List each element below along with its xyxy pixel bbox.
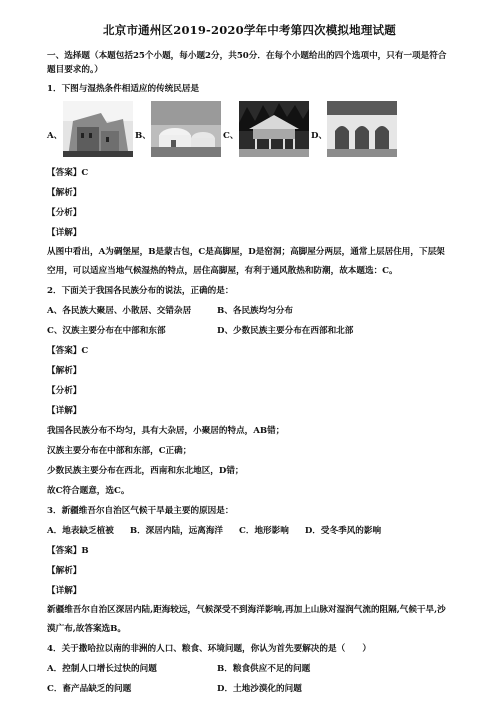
q2-jiexi: 【解析】	[47, 366, 82, 376]
q1-answer: 【答案】C	[47, 168, 89, 178]
q2-options-row1	[47, 301, 452, 321]
q4-options-row2	[47, 679, 452, 699]
page-title: 北京市通州区2019-2020学年中考第四次模拟地理试题	[103, 23, 396, 37]
q3-jiexi: 【解析】	[47, 566, 82, 576]
question-2-stem: 2．下面关于我国各民族分布的说法，正确的是：	[47, 286, 234, 296]
q3-option-c: C．地形影响	[239, 526, 289, 536]
q4-option-b: B．粮食供应不足的问题	[217, 664, 311, 674]
fortress-house-image	[63, 101, 133, 157]
q2-explain-line: 汉族主要分布在中部和东部，C正确；	[47, 446, 192, 456]
q1-xiangjie: 【详解】	[47, 228, 82, 238]
q3-option-d: D．受冬季风的影响	[304, 526, 382, 536]
q4-option-a: A．控制人口增长过快的问题	[47, 664, 157, 674]
q1-fenxi: 【分析】	[47, 208, 82, 218]
q3-options	[47, 521, 452, 541]
option-c-label: C、	[223, 131, 239, 141]
q2-explain-line: 故C符合题意，选C。	[47, 486, 130, 496]
stilt-house-image	[239, 101, 309, 157]
q2-xiangjie: 【详解】	[47, 406, 82, 416]
q2-fenxi: 【分析】	[47, 386, 82, 396]
document-page	[47, 22, 452, 699]
q4-option-d: D．土地沙漠化的问题	[217, 684, 302, 694]
option-d-label: D、	[311, 131, 328, 141]
option-a-label: A、	[47, 131, 63, 141]
q2-option-a: A、各民族大聚居、小散居、交错杂居	[47, 306, 192, 316]
q1-jiexi: 【解析】	[47, 188, 82, 198]
q3-option-b: B．深居内陆，远离海洋	[129, 526, 224, 536]
question-1-images	[47, 101, 452, 163]
section-heading: 一、选择题（本题包括25个小题，每小题2分，共50分．在每个小题给出的四个选项中，只有一项是符合题目要求的。）	[47, 51, 447, 75]
q3-option-a: A．地表缺乏植被	[47, 526, 114, 536]
q2-option-d: D、少数民族主要分布在西部和北部	[217, 326, 354, 336]
q1-explanation: 从图中看出，A为碉堡屋，B是蒙古包，C是高脚屋，D是窑洞；高脚屋分两层，通常上层居住用，下层架空用，可以适应当地气候湿热的特点，居住高脚屋，有利于通风散热和防潮，故本题选：C。	[47, 247, 445, 276]
q2-explain-line: 我国各民族分布不均匀，具有大杂居，小聚居的特点，AB错；	[47, 426, 285, 436]
q3-xiangjie: 【详解】	[47, 586, 82, 596]
option-b-label: B、	[135, 131, 151, 141]
question-4-stem: 4．关于撒哈拉以南的非洲的人口、粮食、环境问题，你认为首先要解决的是（ ）	[47, 644, 371, 654]
q2-answer: 【答案】C	[47, 346, 89, 356]
q3-explanation: 新疆维吾尔自治区深居内陆,距海较远，气候深受不到海洋影响,再加上山脉对湿润气流的阻隔,气候干旱,沙漠广布,故答案选B。	[47, 605, 446, 634]
q3-answer: 【答案】B	[47, 546, 89, 556]
q2-option-c: C、汉族主要分布在中部和东部	[47, 326, 166, 336]
q2-options-row2	[47, 321, 452, 341]
question-3-stem: 3．新疆维吾尔自治区气候干旱最主要的原因是：	[47, 506, 234, 516]
q4-options-row1	[47, 659, 452, 679]
q2-explain-line: 少数民族主要分布在西北，西南和东北地区，D错；	[47, 466, 244, 476]
q4-option-c: C．畜产品缺乏的问题	[47, 684, 132, 694]
cave-dwelling-image	[327, 101, 397, 157]
q2-option-b: B、各民族均匀分布	[217, 306, 294, 316]
yurt-image	[151, 101, 221, 157]
question-1-stem: 1．下图与湿热条件相适应的传统民居是	[47, 84, 200, 94]
